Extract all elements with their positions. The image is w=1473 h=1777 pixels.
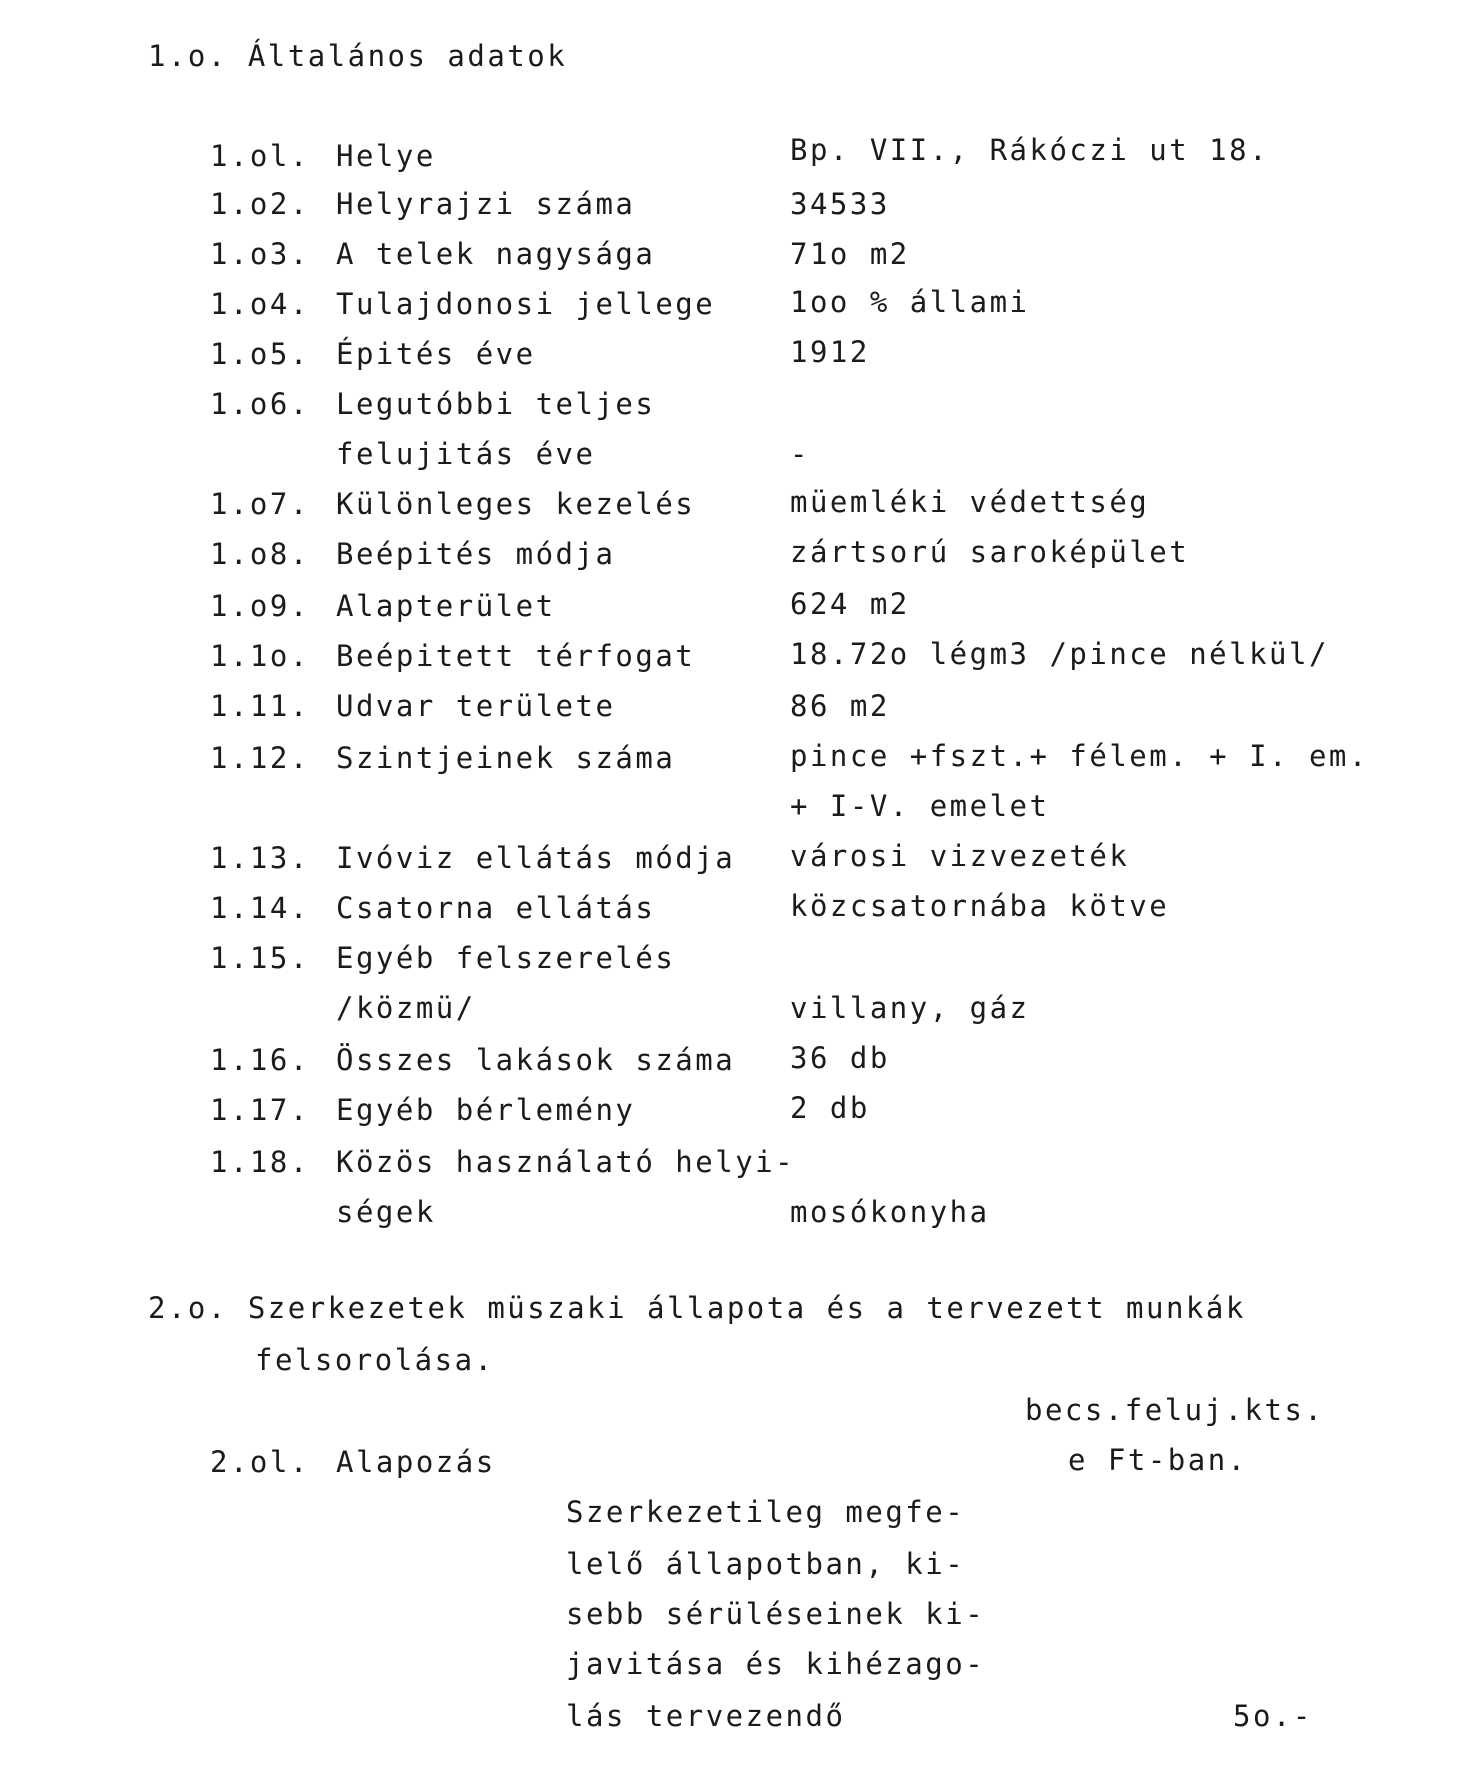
- item-number: 1.o4.: [210, 287, 310, 321]
- section-1-title: Általános adatok: [247, 39, 568, 73]
- item-value: 1oo % állami: [790, 285, 1030, 319]
- item-value: közcsatornába kötve: [790, 889, 1170, 923]
- item-label: Közös használató helyi-: [336, 1145, 796, 1179]
- item-value: 18.72o légm3 /pince nélkül/: [790, 637, 1329, 671]
- item-value: 34533: [790, 187, 890, 221]
- item-value: 71o m2: [790, 237, 910, 271]
- item-number: 1.o6.: [210, 387, 310, 421]
- section-2-title-continuation: felsorolása.: [255, 1343, 495, 1377]
- item-label: Beépités módja: [336, 537, 616, 571]
- item-label: Egyéb bérlemény: [336, 1093, 636, 1127]
- item-value: 1912: [790, 335, 870, 369]
- item-value: zártsorú saroképület: [790, 535, 1190, 569]
- cost-column-unit: e Ft-ban.: [1068, 1443, 1248, 1477]
- item-number: 1.11.: [210, 689, 310, 723]
- item-number: 2.ol.: [210, 1445, 310, 1479]
- item-label: Beépitett térfogat: [336, 639, 696, 673]
- description-line: javitása és kihézago-: [566, 1647, 986, 1681]
- item-number: 1.ol.: [210, 139, 310, 173]
- item-label: Épités éve: [336, 337, 536, 371]
- item-label: Helye: [336, 139, 436, 173]
- description-line: lás tervezendő: [566, 1699, 846, 1733]
- item-number: 1.o5.: [210, 337, 310, 371]
- item-label: Szintjeinek száma: [336, 741, 676, 775]
- item-number: 1.1o.: [210, 639, 310, 673]
- section-1-heading: [148, 38, 567, 74]
- section-2-heading: [148, 1290, 1246, 1326]
- cost-value: 5o.-: [1233, 1699, 1313, 1733]
- item-label: Udvar területe: [336, 689, 616, 723]
- item-value: 624 m2: [790, 587, 910, 621]
- item-number: 1.17.: [210, 1093, 310, 1127]
- item-number: 1.14.: [210, 891, 310, 925]
- item-number: 1.13.: [210, 841, 310, 875]
- item-number: 1.18.: [210, 1145, 310, 1179]
- item-value: villany, gáz: [790, 991, 1030, 1025]
- item-label: Legutóbbi teljes: [336, 387, 656, 421]
- item-value: 86 m2: [790, 689, 890, 723]
- item-label: Tulajdonosi jellege: [336, 287, 716, 321]
- item-value: mosókonyha: [790, 1195, 990, 1229]
- item-value: városi vizvezeték: [790, 839, 1130, 873]
- item-label: Alapterület: [336, 589, 556, 623]
- description-line: lelő állapotban, ki-: [566, 1547, 966, 1581]
- section-2-title: Szerkezetek müszaki állapota és a tervezett munkák: [247, 1291, 1246, 1325]
- item-label-continuation: felujitás éve: [336, 437, 596, 471]
- item-label: Helyrajzi száma: [336, 187, 636, 221]
- item-number: 1.o3.: [210, 237, 310, 271]
- item-value-continuation: + I-V. emelet: [790, 789, 1050, 823]
- item-label: A telek nagysága: [336, 237, 656, 271]
- item-value: müemléki védettség: [790, 485, 1150, 519]
- item-label: Csatorna ellátás: [336, 891, 656, 925]
- cost-column-header: becs.feluj.kts.: [1025, 1393, 1325, 1427]
- item-label-continuation: /közmü/: [336, 991, 476, 1025]
- item-value: pince +fszt.+ félem. + I. em.: [790, 739, 1369, 773]
- item-label: Ivóviz ellátás módja: [336, 841, 736, 875]
- section-2-number: 2.o.: [148, 1291, 228, 1325]
- item-label: Különleges kezelés: [336, 487, 696, 521]
- item-value: -: [790, 437, 810, 471]
- item-number: 1.15.: [210, 941, 310, 975]
- item-label: Összes lakások száma: [336, 1043, 736, 1077]
- item-label: Egyéb felszerelés: [336, 941, 676, 975]
- section-1-number: 1.o.: [148, 39, 228, 73]
- description-line: Szerkezetileg megfe-: [566, 1495, 966, 1529]
- item-number: 1.o2.: [210, 187, 310, 221]
- item-number: 1.o9.: [210, 589, 310, 623]
- description-line: sebb sérüléseinek ki-: [566, 1597, 986, 1631]
- item-number: 1.o8.: [210, 537, 310, 571]
- item-number: 1.16.: [210, 1043, 310, 1077]
- item-label-continuation: ségek: [336, 1195, 436, 1229]
- item-value: 2 db: [790, 1091, 870, 1125]
- item-number: 1.12.: [210, 741, 310, 775]
- item-value: Bp. VII., Rákóczi ut 18.: [790, 133, 1270, 167]
- item-value: 36 db: [790, 1041, 890, 1075]
- item-label: Alapozás: [336, 1445, 496, 1479]
- item-number: 1.o7.: [210, 487, 310, 521]
